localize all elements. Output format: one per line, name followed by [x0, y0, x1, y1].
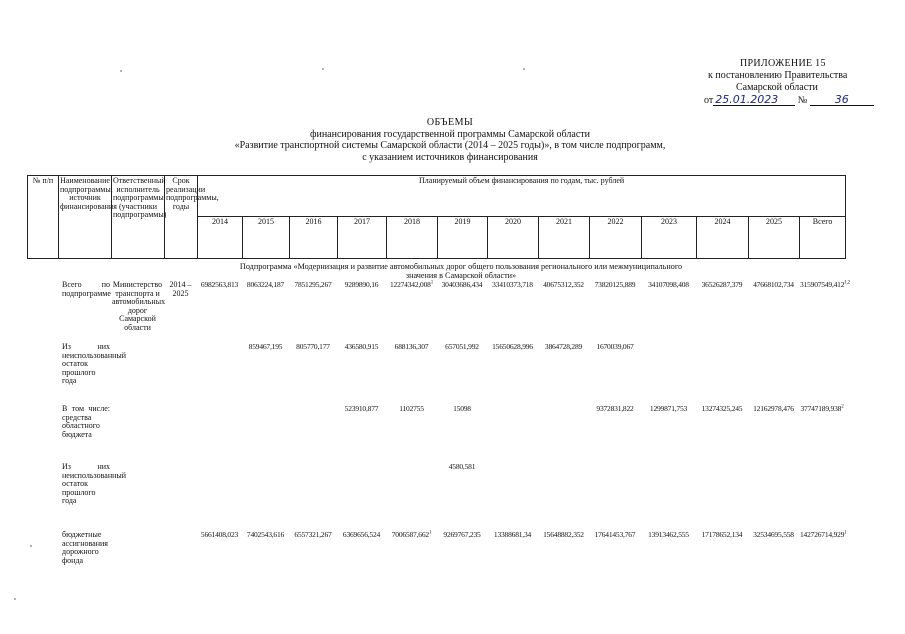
appendix-line-region: Самарской области [736, 82, 818, 93]
value-cell [197, 530, 242, 596]
value-cell [641, 462, 696, 530]
value-text: 15098 [453, 404, 471, 413]
value-cell [337, 462, 386, 530]
value-text: 37747189,938 [800, 404, 842, 413]
value-text: 17178652,134 [701, 530, 743, 539]
value-cell [437, 404, 487, 462]
value-text: 15648882,352 [543, 530, 584, 539]
value-text: 7006587,662 [391, 530, 429, 539]
value-cell [538, 280, 589, 342]
value-text: 315907549,412 [800, 280, 845, 289]
value-cell [289, 404, 337, 462]
row-name: Всего по подпрограмме [62, 280, 111, 298]
row-num-cell [27, 530, 58, 596]
value-cell [337, 404, 386, 462]
table-row [27, 530, 845, 596]
value-cell [589, 462, 641, 530]
header-year: 2020 [488, 217, 539, 259]
value-text: 34107098,408 [648, 280, 689, 289]
value-cell [589, 530, 641, 596]
value-cell [538, 404, 589, 462]
scan-speck [523, 68, 525, 70]
value-cell [696, 530, 748, 596]
header-year: 2015 [243, 217, 290, 259]
row-name: Из них неиспользованный остаток прошлого года [62, 462, 127, 506]
table-row [27, 280, 845, 342]
scan-speck [120, 70, 122, 72]
footnote-mark: 1 [844, 530, 847, 536]
value-text: 13388681,34 [493, 530, 532, 539]
footnote-mark: 1,2 [844, 280, 850, 286]
header-term: Срок реализации подпрограммы, годы [165, 176, 198, 259]
value-cell [538, 530, 589, 596]
value-text: 33410373,718 [492, 280, 533, 289]
handwritten-number: 36 [810, 94, 874, 106]
value-text: 5661408,023 [200, 530, 239, 539]
value-cell [386, 342, 437, 404]
value-text: 805770,177 [296, 342, 330, 351]
value-cell [487, 530, 538, 596]
date-prefix: от [704, 95, 714, 106]
financing-rows [27, 280, 850, 596]
scan-speck [30, 545, 32, 547]
value-text: 1299871,753 [649, 404, 688, 413]
row-name: бюджетные ассигнования дорожного фонда [62, 530, 108, 565]
value-cell [696, 462, 748, 530]
row-term [164, 530, 197, 596]
value-cell [696, 280, 748, 342]
value-text: 1102755 [399, 404, 424, 413]
scan-speck [322, 68, 324, 70]
table-row [27, 342, 845, 404]
value-cell [696, 342, 748, 404]
table-row [27, 462, 845, 530]
table-row [27, 404, 845, 462]
value-cell [748, 404, 799, 462]
value-cell [748, 280, 799, 342]
value-cell [386, 404, 437, 462]
header-year: 2021 [539, 217, 590, 259]
row-term [164, 342, 197, 404]
value-cell [799, 342, 845, 404]
row-executor [111, 404, 164, 462]
header-year: 2024 [697, 217, 749, 259]
value-text: 9269767,235 [443, 530, 481, 539]
value-cell [538, 342, 589, 404]
value-cell [289, 280, 337, 342]
value-text: 40675312,352 [543, 280, 584, 289]
value-cell [386, 530, 437, 596]
value-text: 30403686,434 [441, 280, 483, 289]
value-cell [641, 280, 696, 342]
scan-speck [14, 598, 16, 600]
row-term [164, 404, 197, 462]
value-cell [197, 462, 242, 530]
value-cell [242, 530, 289, 596]
row-executor [111, 530, 164, 596]
value-cell [589, 342, 641, 404]
value-cell [386, 280, 437, 342]
value-text: 436580,915 [344, 342, 379, 351]
row-executor: Министерство транспорта и автомобильных дорог Самарской области [112, 280, 166, 332]
subprogram-title: Подпрограмма «Модернизация и развитие автомобильных дорог общего пользования регионального или межмуниципального значения в Самарской области» [239, 262, 683, 280]
value-text: 7402543,616 [246, 530, 285, 539]
row-num-cell [27, 342, 58, 404]
value-cell [538, 462, 589, 530]
value-text: 688136,307 [394, 342, 429, 351]
value-cell [197, 342, 242, 404]
value-text: 142726714,929 [800, 530, 845, 539]
number-prefix: № [797, 95, 808, 106]
value-cell [437, 280, 487, 342]
value-cell [641, 530, 696, 596]
header-year: 2022 [590, 217, 642, 259]
row-term: 2014 – 2025 [169, 280, 192, 298]
value-cell [799, 462, 845, 530]
title-line-4: с указанием источников финансирования [362, 151, 538, 163]
value-text: 8063224,187 [246, 280, 285, 289]
value-cell [641, 342, 696, 404]
value-text: 6557321,267 [294, 530, 332, 539]
value-cell [748, 462, 799, 530]
header-year: 2018 [387, 217, 438, 259]
title-line-3: «Развитие транспортной системы Самарской области (2014 – 2025 годы)», в том числе подпрограмм, [234, 140, 666, 151]
header-year: 2017 [338, 217, 387, 259]
value-text: 1670039,067 [596, 342, 634, 351]
footnote-mark: 1 [428, 530, 432, 536]
value-text: 17641453,767 [594, 530, 636, 539]
value-cell [437, 530, 487, 596]
appendix-block [700, 58, 900, 107]
value-text: 36526287,379 [701, 280, 743, 289]
header-year: Всего [800, 217, 846, 259]
appendix-date-line [700, 94, 900, 107]
value-text: 15650628,996 [492, 342, 533, 351]
value-text: 12274342,008 [389, 280, 431, 289]
value-cell [289, 530, 337, 596]
value-cell [487, 280, 538, 342]
header-planned: Планируемый объем финансирования по годам, тыс. рублей [198, 176, 846, 217]
value-text: 523910,877 [344, 404, 379, 413]
value-cell [289, 462, 337, 530]
value-cell [748, 530, 799, 596]
footnote-mark: 2 [841, 404, 844, 410]
value-text: 6982563,813 [200, 280, 239, 289]
value-text: 4580,581 [448, 462, 476, 471]
value-text: 9372831,822 [596, 404, 634, 413]
title-main: ОБЪЕМЫ [426, 117, 474, 128]
value-cell [589, 280, 641, 342]
value-text: 3864728,289 [544, 342, 583, 351]
row-name: Из них неиспользованный остаток прошлого года [62, 342, 127, 386]
value-cell [487, 462, 538, 530]
value-cell [589, 404, 641, 462]
header-year: 2019 [438, 217, 488, 259]
value-text: 13274325,245 [701, 404, 743, 413]
row-name: В том числе: средства областного бюджета [62, 404, 110, 439]
value-text: 73820125,889 [594, 280, 636, 289]
value-cell [242, 342, 289, 404]
value-cell [487, 342, 538, 404]
value-cell [197, 404, 242, 462]
value-cell [289, 342, 337, 404]
row-num-cell [27, 280, 58, 342]
header-year: 2016 [290, 217, 338, 259]
value-text: 7851295,267 [294, 280, 332, 289]
value-text: 859467,195 [248, 342, 283, 351]
value-text: 47668102,734 [753, 280, 794, 289]
header-name: Наименование подпрограммы, источник финансирования [59, 176, 112, 259]
header-year: 2023 [642, 217, 697, 259]
value-cell [242, 280, 289, 342]
value-cell [242, 404, 289, 462]
value-cell [799, 530, 845, 596]
value-text: 657051,992 [445, 342, 479, 351]
handwritten-date: 25.01.2023 [713, 94, 795, 106]
value-text: 6369656,524 [342, 530, 381, 539]
value-text: 9289890,16 [344, 280, 379, 289]
value-cell [337, 342, 386, 404]
header-num: № п/п [28, 176, 59, 259]
value-text: 32534695,558 [753, 530, 794, 539]
footnote-mark: 1 [430, 280, 434, 286]
header-executor: Ответственный исполнитель подпрограммы (участники подпрограммы) [112, 176, 165, 259]
value-cell [337, 530, 386, 596]
value-cell [197, 280, 242, 342]
value-cell [799, 404, 845, 462]
row-num-cell [27, 462, 58, 530]
appendix-line-decree: к постановлению Правительства [708, 70, 848, 81]
document-title [140, 117, 760, 163]
value-cell [799, 280, 850, 342]
value-cell [242, 462, 289, 530]
value-cell [337, 280, 386, 342]
title-line-2: финансирования государственной программы Самарской области [309, 128, 590, 140]
value-cell [748, 342, 799, 404]
value-cell [386, 462, 437, 530]
value-text: 13913462,555 [648, 530, 689, 539]
row-num-cell [27, 404, 58, 462]
header-year: 2025 [749, 217, 800, 259]
value-text: 12162978,476 [753, 404, 794, 413]
value-cell [696, 404, 748, 462]
value-cell [487, 404, 538, 462]
table-body [27, 262, 850, 596]
row-term [164, 462, 197, 530]
header-year: 2014 [198, 217, 243, 259]
value-cell [641, 404, 696, 462]
value-cell [437, 462, 487, 530]
appendix-title: ПРИЛОЖЕНИЕ 15 [740, 58, 826, 69]
financing-table-header [27, 175, 846, 259]
value-cell [437, 342, 487, 404]
